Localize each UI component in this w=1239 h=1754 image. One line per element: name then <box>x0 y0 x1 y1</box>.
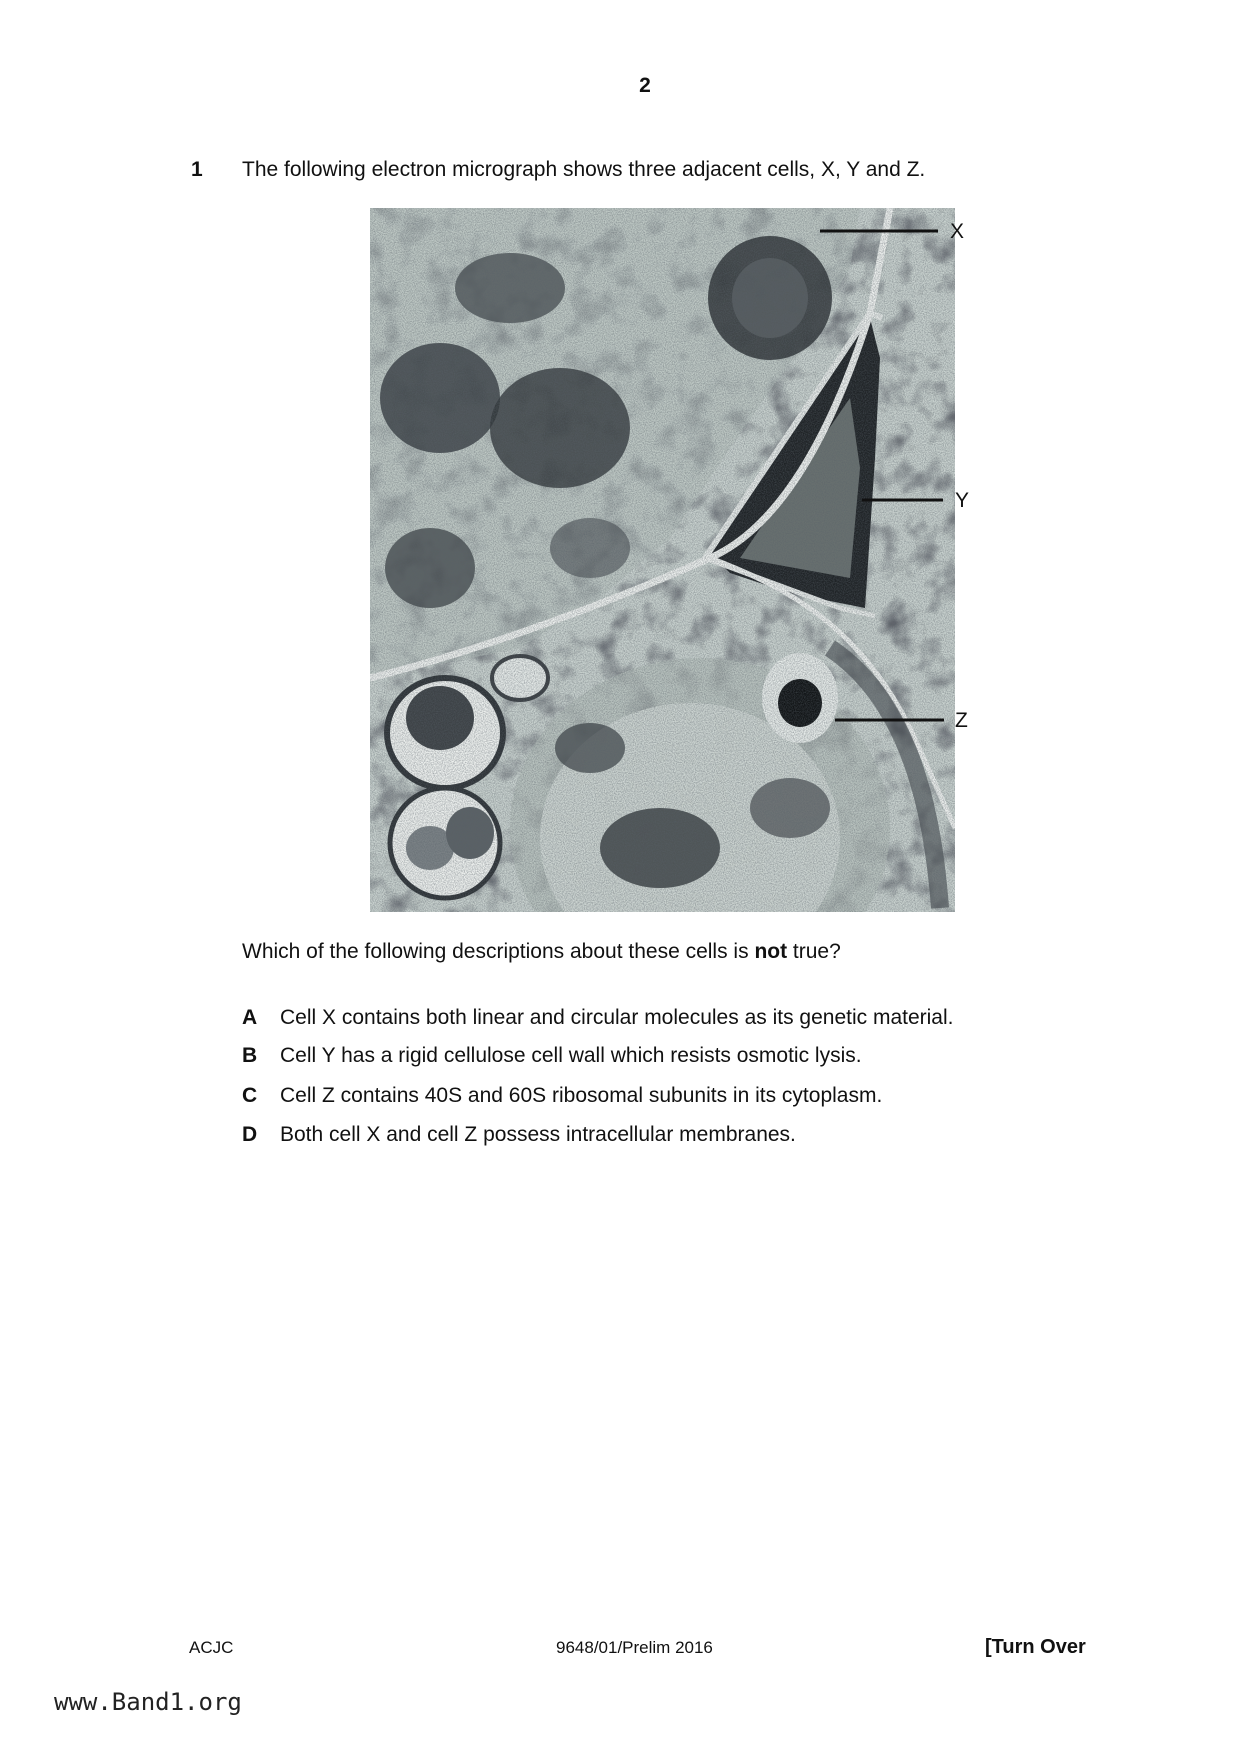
question-stem: The following electron micrograph shows three adjacent cells, X, Y and Z. <box>242 158 926 181</box>
question-prompt <box>242 940 841 964</box>
option-letter: A <box>242 1006 258 1029</box>
option-text: Both cell X and cell Z possess intracellular membranes. <box>280 1123 796 1146</box>
option-d[interactable] <box>242 1123 796 1147</box>
electron-micrograph <box>370 208 955 912</box>
option-b[interactable] <box>242 1044 862 1068</box>
label-x: X <box>950 220 965 243</box>
question-number: 1 <box>191 158 203 181</box>
option-a[interactable] <box>242 1006 954 1030</box>
option-letter: C <box>242 1084 258 1107</box>
electron-micrograph-figure <box>370 208 970 912</box>
option-text: Cell Z contains 40S and 60S ribosomal subunits in its cytoplasm. <box>280 1084 883 1107</box>
option-letter: B <box>242 1044 258 1067</box>
footer-turn-over: [Turn Over <box>985 1636 1086 1658</box>
footer-paper-code: 9648/01/Prelim 2016 <box>556 1638 713 1657</box>
label-z: Z <box>955 709 968 732</box>
question-prompt-emphasis: not <box>754 940 788 963</box>
option-text: Cell Y has a rigid cellulose cell wall which resists osmotic lysis. <box>280 1044 862 1067</box>
question-prompt-start: Which of the following descriptions about these cells is <box>242 940 755 963</box>
page-number: 2 <box>639 74 651 97</box>
option-text: Cell X contains both linear and circular molecules as its genetic material. <box>280 1006 954 1029</box>
question-prompt-end: true? <box>787 940 841 963</box>
footer-school: ACJC <box>189 1638 234 1657</box>
label-y: Y <box>955 489 970 512</box>
option-c[interactable] <box>242 1084 882 1108</box>
watermark: www.Band1.org <box>54 1688 242 1716</box>
option-letter: D <box>242 1123 258 1146</box>
